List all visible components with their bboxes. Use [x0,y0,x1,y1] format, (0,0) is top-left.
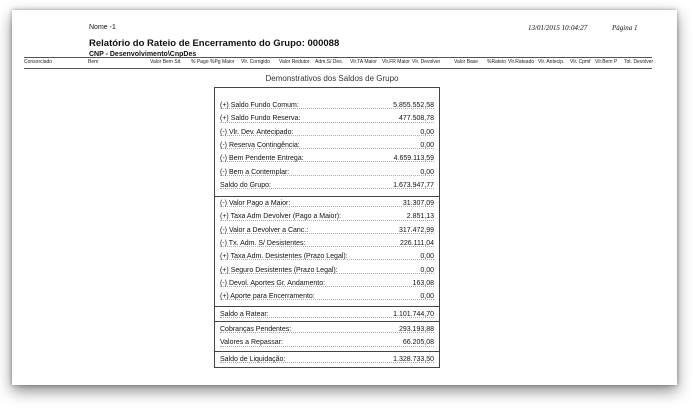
report-title: Relatório do Rateio de Encerramento do Grupo: 000088 [89,38,340,49]
report-user-name: Nome -1 [89,24,116,31]
summary-label: Saldo a Ratear: [220,311,269,318]
group-balance [215,88,439,190]
summary-row-total [220,353,434,366]
summary-value: 5.855.552,58 [393,102,434,109]
summary-label: (+) Taxa Adm Devolver (Pago a Maior): [220,213,342,221]
summary-label: (+) Taxa Adm. Desistentes (Prazo Legal): [220,253,348,261]
summary-label: Saldo do Grupo: [220,181,271,189]
summary-row-total [220,179,434,192]
group-saldo-liquidacao [215,351,439,368]
summary-value: 4.659.113,59 [393,155,434,163]
column-header: % Pago [191,59,209,65]
summary-row [220,277,434,290]
column-header: Vlr. Corrigido [241,59,270,65]
summary-value: 1.101.744,70 [393,311,434,318]
summary-row [220,250,434,263]
column-header: Valor Redutor [279,59,310,65]
column-header: Vlr. Devolver [412,59,441,65]
summary-value: 0,00 [420,293,434,301]
summary-row [220,152,434,165]
column-header: Vlr. Cpmf [570,59,591,65]
summary-value: 0,00 [420,128,434,136]
summary-label: (-) Bem a Contemplar: [220,168,290,176]
summary-label: (-) Tx. Adm. S/ Desistentes: [220,239,306,247]
summary-row [220,210,434,223]
summary-row [220,323,434,336]
summary-label: Saldo de Liquidação: [220,356,286,363]
column-header: Bem [88,59,99,65]
column-header: Vlr. Antecip. [538,59,565,65]
summary-label: (-) Devol. Aportes Gr. Andamento: [220,279,326,287]
report-page [12,10,677,385]
column-header: %Pg Maior [210,59,235,65]
section-title: Demonstrativos dos Saldos de Grupo [265,74,399,83]
group-pending [215,321,439,352]
summary-row-total [220,308,434,321]
summary-label: (-) Vlr. Dev. Antecipado: [220,128,294,136]
column-header: Vlr.Rateado [508,59,535,65]
column-header: Vlr.FR Maior [382,59,410,65]
summary-value: 477.508,78 [398,115,434,123]
summary-row [220,237,434,250]
column-header: Valor Base [454,59,479,65]
summary-value: 1.673.947,77 [393,181,434,189]
summary-row [220,197,434,210]
summary-value: 1.328.733,50 [393,356,434,363]
column-header: Vlr.Bem P [595,59,618,65]
summary-label: Cobranças Pendentes: [220,326,292,333]
summary-row [220,224,434,237]
summary-label: (-) Reserva Contingência: [220,141,300,149]
column-header: Vlr.TA Maior [350,59,377,65]
summary-label: (+) Saldo Fundo Reserva: [220,115,301,123]
summary-row [220,112,434,125]
balance-summary-box [214,87,440,368]
column-header-bar [24,57,652,69]
summary-value: 0,00 [420,141,434,149]
summary-row [220,99,434,112]
summary-label: (-) Valor a Devolver a Canc.: [220,226,309,234]
page-number: Página 1 [612,24,638,32]
summary-value: 0,00 [420,168,434,176]
summary-value: 163,08 [412,279,434,287]
summary-label: (-) Bem Pendente Entrega: [220,155,304,163]
summary-label: (+) Aporte para Encerramento: [220,293,315,301]
summary-row [220,126,434,139]
summary-label: (+) Seguro Desistentes (Prazo Legal): [220,266,338,274]
summary-value: 317.472,99 [398,226,434,234]
group-adjustments [215,196,439,308]
column-header: Valor Bem Sit. [150,59,182,65]
summary-value: 0,00 [420,253,434,261]
report-subtitle: CNP - Desenvolvimento\CnpDes [89,51,197,58]
summary-value: 0,00 [420,266,434,274]
summary-row [220,264,434,277]
summary-row [220,336,434,349]
summary-label: (+) Saldo Fundo Comum: [220,102,299,109]
column-header: %Rateio [487,59,506,65]
report-datetime: 13/01/2015 10:04:27 [528,24,588,32]
summary-row [220,290,434,303]
group-saldo-ratear [215,306,439,322]
column-header: Adm.S/ Des. [315,59,344,65]
summary-value: 31.307,09 [402,200,434,207]
summary-value: 66.205,08 [402,339,434,347]
summary-row [220,139,434,152]
summary-value: 2.851,13 [406,213,434,221]
summary-value: 293.193,88 [398,326,434,333]
column-header: Consorciado [24,59,53,65]
summary-label: (-) Valor Pago a Maior: [220,200,291,207]
summary-value: 226.111,04 [400,239,434,247]
summary-label: Valores a Repassar: [220,339,283,347]
column-header: Tot. Devolver [624,59,654,65]
summary-row [220,166,434,179]
